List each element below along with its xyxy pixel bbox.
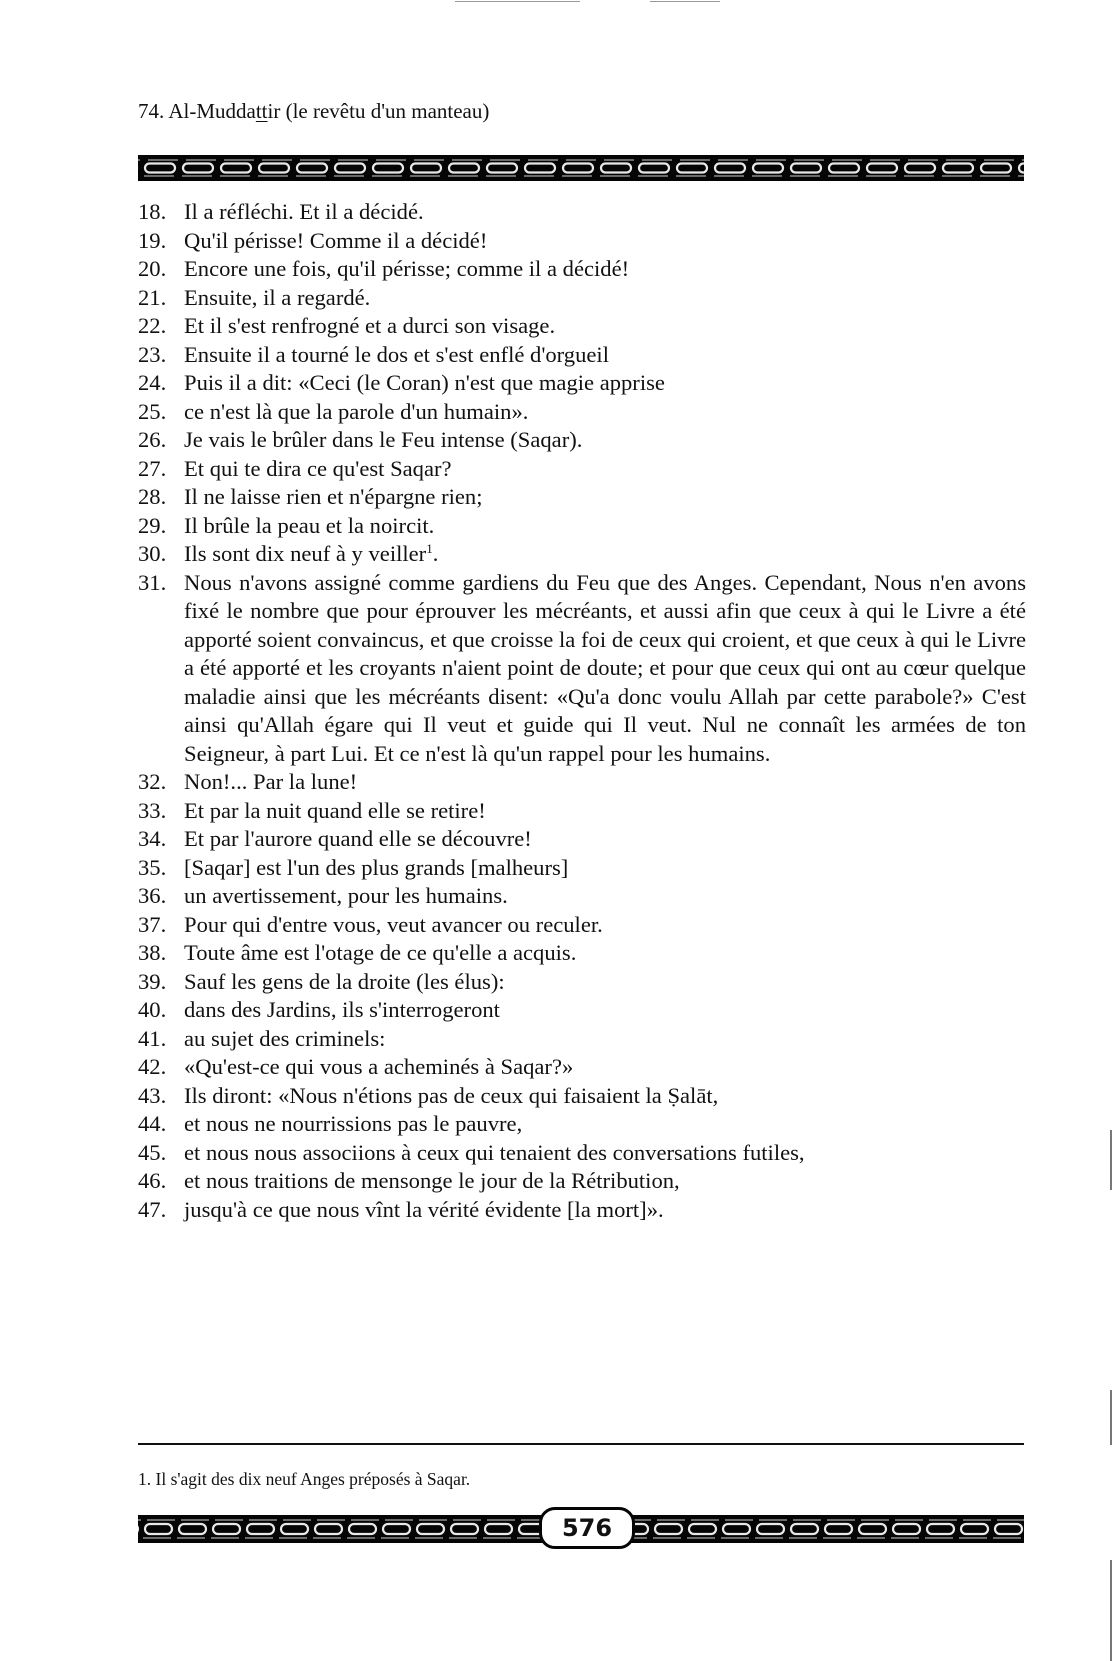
verse-number: 35. bbox=[138, 854, 167, 880]
verse-number: 45. bbox=[138, 1139, 167, 1165]
verse-item bbox=[138, 996, 1026, 1025]
verse-text: Il brûle la peau et la noircit. bbox=[184, 512, 435, 538]
verse-number: 39. bbox=[138, 968, 167, 994]
verse-item bbox=[138, 512, 1026, 541]
verse-number: 36. bbox=[138, 883, 167, 908]
verse-text: et nous traitions de mensonge le jour de la Rétribution, bbox=[184, 1168, 680, 1193]
verse-text: Il ne laisse rien et n'épargne rien; bbox=[184, 484, 483, 509]
scan-edge-mark bbox=[1110, 1560, 1112, 1661]
verse-number: 40. bbox=[138, 997, 167, 1022]
verse-number: 43. bbox=[138, 1082, 167, 1108]
verse-text: Toute âme est l'otage de ce qu'elle a acquis. bbox=[184, 940, 577, 965]
page-number: 576 bbox=[539, 1507, 635, 1549]
footnote-rule bbox=[138, 1443, 1024, 1445]
verse-text: ce n'est là que la parole d'un humain». bbox=[184, 398, 529, 424]
verse-text: Et par l'aurore quand elle se découvre! bbox=[184, 826, 532, 851]
verse-item bbox=[138, 483, 1026, 512]
verse-item bbox=[138, 426, 1026, 455]
verse-text: Sauf les gens de la droite (les élus): bbox=[184, 968, 505, 994]
verse-item bbox=[138, 882, 1026, 911]
verse-number: 21. bbox=[138, 284, 167, 310]
top-scan-marks bbox=[455, 0, 765, 4]
verse-text: jusqu'à ce que nous vînt la vérité évidente [la mort]». bbox=[184, 1196, 664, 1222]
verse-text: Encore une fois, qu'il périsse; comme il a décidé! bbox=[184, 256, 630, 281]
verse-number: 46. bbox=[138, 1168, 167, 1193]
verse-number: 27. bbox=[138, 455, 167, 481]
verse-number: 37. bbox=[138, 911, 167, 937]
verse-number: 26. bbox=[138, 427, 167, 452]
verse-item bbox=[138, 968, 1026, 997]
verse-number: 32. bbox=[138, 769, 167, 794]
verse-text: «Qu'est-ce qui vous a acheminés à Saqar?» bbox=[184, 1054, 574, 1079]
verse-number: 22. bbox=[138, 313, 167, 338]
verse-item bbox=[138, 1139, 1026, 1168]
verse-item bbox=[138, 854, 1026, 883]
verse-text: Et par la nuit quand elle se retire! bbox=[184, 797, 486, 823]
verse-text: Et il s'est renfrogné et a durci son visage. bbox=[184, 313, 556, 338]
verse-number: 24. bbox=[138, 370, 167, 395]
verse-number: 28. bbox=[138, 484, 167, 509]
surah-number: 74. bbox=[138, 99, 165, 123]
verse-number: 30. bbox=[138, 541, 167, 566]
footnote-ref: 1 bbox=[426, 541, 433, 556]
verse-text: Je vais le brûler dans le Feu intense (Saqar). bbox=[184, 427, 583, 452]
verse-item bbox=[138, 455, 1026, 484]
verse-text: Ils sont dix neuf à y veiller$^1$. bbox=[184, 541, 439, 566]
verse-text: Non!... Par la lune! bbox=[184, 769, 358, 794]
verse-item bbox=[138, 1196, 1026, 1225]
verse-text: Puis il a dit: «Ceci (le Coran) n'est que magie apprise bbox=[184, 370, 665, 395]
verse-text: Ensuite, il a regardé. bbox=[184, 284, 371, 310]
verse-number: 25. bbox=[138, 398, 167, 424]
verse-number: 31. bbox=[138, 569, 167, 595]
verse-number: 23. bbox=[138, 341, 167, 367]
verse-item bbox=[138, 1167, 1026, 1196]
verse-item bbox=[138, 768, 1026, 797]
verse-text: dans des Jardins, ils s'interrogeront bbox=[184, 997, 500, 1022]
verse-item bbox=[138, 1025, 1026, 1054]
verse-item bbox=[138, 312, 1026, 341]
verse-text: Qu'il périsse! Comme il a décidé! bbox=[184, 227, 488, 253]
verse-number: 44. bbox=[138, 1111, 167, 1136]
verse-text: Pour qui d'entre vous, veut avancer ou reculer. bbox=[184, 911, 603, 937]
decorative-band-top bbox=[138, 155, 1024, 181]
verse-item bbox=[138, 341, 1026, 370]
verse-item bbox=[138, 911, 1026, 940]
verse-text: Il a réfléchi. Et il a décidé. bbox=[184, 199, 424, 224]
verse-item bbox=[138, 1053, 1026, 1082]
scan-edge-mark bbox=[1110, 1390, 1112, 1445]
verse-item bbox=[138, 398, 1026, 427]
verse-number: 47. bbox=[138, 1196, 167, 1222]
verse-text: un avertissement, pour les humains. bbox=[184, 883, 508, 908]
verse-number: 18. bbox=[138, 199, 167, 224]
verse-number: 42. bbox=[138, 1054, 167, 1079]
verse-item bbox=[138, 540, 1026, 569]
verse-item bbox=[138, 825, 1026, 854]
verse-text: Ils diront: «Nous n'étions pas de ceux qui faisaient la Ṣalāt, bbox=[184, 1082, 719, 1108]
verse-item bbox=[138, 797, 1026, 826]
verse-text: Et qui te dira ce qu'est Saqar? bbox=[184, 455, 452, 481]
verse-text: au sujet des criminels: bbox=[184, 1025, 386, 1051]
verse-number: 29. bbox=[138, 512, 167, 538]
verse-number: 19. bbox=[138, 227, 167, 253]
verse-item bbox=[138, 284, 1026, 313]
verse-text: Nous n'avons assigné comme gardiens du Feu que des Anges. Cependant, Nous n'en avons fixé le nombre que pour éprouver les mécréants, et aussi afin que ceux à qui le Livre a été apporté soient convaincus, et que croisse la foi de ceux qui croient, et que ceux à qui le Livre a été apporté et les croyants n'aient point de doute; et pour que ceux qui ont au cœur quelque maladie ainsi que les mécréants disent: «Qu'a donc voulu Allah par cette parabole?» C'est ainsi qu'Allah égare qui Il veut et guide qui Il veut. Nul ne connaît les armées de ton Seigneur, à part Lui. Et ce n'est là qu'un rappel pour les humains. bbox=[184, 569, 1026, 766]
verse-item bbox=[138, 227, 1026, 256]
verse-number: 34. bbox=[138, 826, 167, 851]
verse-item bbox=[138, 939, 1026, 968]
verse-list bbox=[138, 198, 1026, 1224]
verse-number: 20. bbox=[138, 256, 167, 281]
verse-text: et nous ne nourrissions pas le pauvre, bbox=[184, 1111, 523, 1136]
verse-text: [Saqar] est l'un des plus grands [malheurs] bbox=[184, 854, 569, 880]
verse-item bbox=[138, 255, 1026, 284]
surah-name: Al-Muddattir (le revêtu d'un manteau) bbox=[168, 99, 490, 123]
surah-header bbox=[138, 98, 489, 124]
scan-edge-mark bbox=[1110, 1130, 1112, 1190]
verse-item bbox=[138, 198, 1026, 227]
verse-item bbox=[138, 1082, 1026, 1111]
verse-number: 38. bbox=[138, 940, 167, 965]
verse-number: 41. bbox=[138, 1025, 167, 1051]
verse-item bbox=[138, 1110, 1026, 1139]
verse-item bbox=[138, 369, 1026, 398]
verse-text: Ensuite il a tourné le dos et s'est enflé d'orgueil bbox=[184, 341, 609, 367]
verse-number: 33. bbox=[138, 797, 167, 823]
verse-item bbox=[138, 569, 1026, 769]
footnote: 1. Il s'agit des dix neuf Anges préposés à Saqar. bbox=[138, 1469, 471, 1489]
verse-text: et nous nous associions à ceux qui tenaient des conversations futiles, bbox=[184, 1139, 805, 1165]
